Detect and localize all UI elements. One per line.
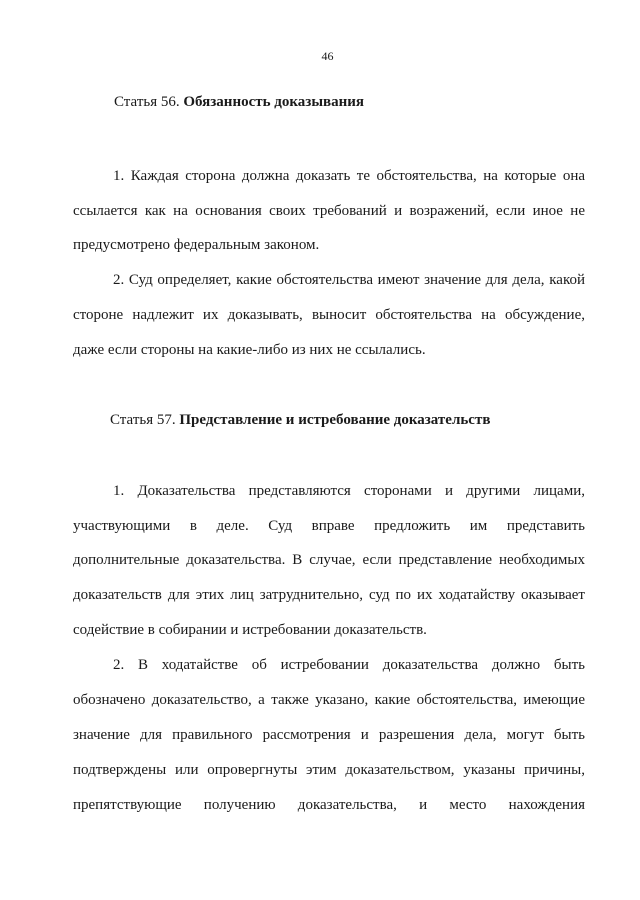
page-number: 46 — [321, 49, 334, 63]
article-57-p1-line-5: содействие в собирании и истребовании доказательств. — [73, 622, 427, 638]
article-57-p2-line-5: препятствующие получению доказательства, и место нахождения — [73, 797, 585, 813]
article-57-p2-line-1: 2. В ходатайстве об истребовании доказательства должно быть — [113, 657, 585, 673]
article-57-p1-line-4: доказательств для этих лиц затруднительно, суд по их ходатайству оказывает — [73, 587, 585, 603]
article-57-p2-line-3: значение для правильного рассмотрения и разрешения дела, могут быть — [73, 727, 585, 743]
article-56-title: Обязанность доказывания — [183, 94, 365, 110]
article-57-label: Статья 57. — [110, 412, 176, 428]
article-56-label: Статья 56. — [114, 94, 180, 110]
article-57-heading — [110, 411, 490, 429]
article-57-p2-line-4: подтверждены или опровергнуты этим доказательством, указаны причины, — [73, 762, 585, 778]
article-56-p1-line-2: ссылается как на основания своих требований и возражений, если иное не — [73, 203, 585, 219]
article-56-p2-line-1: 2. Суд определяет, какие обстоятельства имеют значение для дела, какой — [113, 272, 585, 288]
article-57-p1-line-2: участвующими в деле. Суд вправе предложить им представить — [73, 518, 585, 534]
article-56-p2-line-3: даже если стороны на какие-либо из них не ссылались. — [73, 342, 426, 358]
article-57-p1-line-3: дополнительные доказательства. В случае, если представление необходимых — [73, 552, 585, 568]
article-57-title: Представление и истребование доказательств — [179, 412, 491, 428]
article-56-heading — [114, 93, 364, 111]
article-56-p1-line-1: 1. Каждая сторона должна доказать те обстоятельства, на которые она — [113, 168, 585, 184]
article-57-p2-line-2: обозначено доказательство, а также указано, какие обстоятельства, имеющие — [73, 692, 585, 708]
article-57-p1-line-1: 1. Доказательства представляются сторонами и другими лицами, — [113, 483, 585, 499]
article-56-p1-line-3: предусмотрено федеральным законом. — [73, 237, 320, 253]
article-56-p2-line-2: стороне надлежит их доказывать, выносит обстоятельства на обсуждение, — [73, 307, 585, 323]
